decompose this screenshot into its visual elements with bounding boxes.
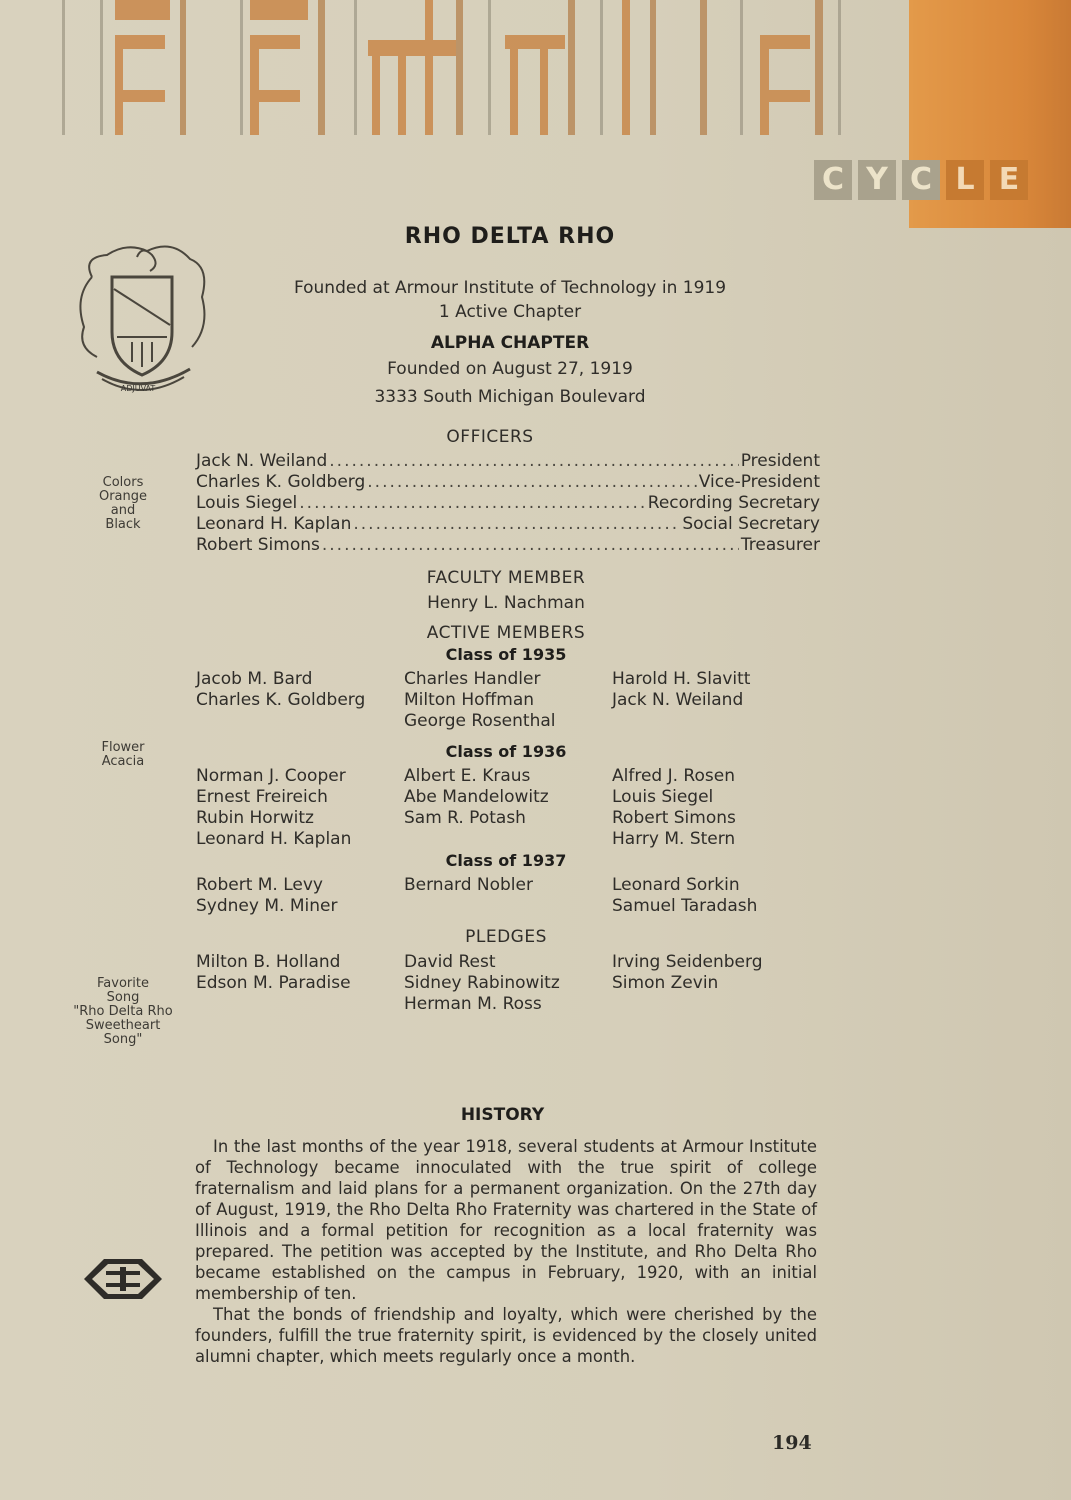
history-text <box>195 1136 817 1367</box>
flower-value: Acacia <box>101 754 145 769</box>
member-name: Samuel Taradash <box>612 896 758 916</box>
class-1937-col3 <box>612 875 757 917</box>
officer-role: President <box>740 451 820 471</box>
member-name: Harold H. Slavitt <box>612 669 751 689</box>
flower-label: Flower <box>101 740 145 755</box>
pledges-col2 <box>404 952 560 1015</box>
pledges-col3 <box>612 952 763 994</box>
member-name: Sydney M. Miner <box>196 896 338 916</box>
faculty-heading: FACULTY MEMBER <box>426 568 586 588</box>
officer-name: Louis Siegel <box>196 493 298 513</box>
song-label: Favorite <box>97 976 149 991</box>
class-1935-heading: Class of 1935 <box>445 645 567 664</box>
leader-dots <box>322 535 739 555</box>
officer-name: Jack N. Weiland <box>196 451 328 471</box>
member-name: Alfred J. Rosen <box>612 766 735 786</box>
chapter-founded-line: Founded on August 27, 1919 <box>387 359 633 379</box>
pledge-name: Irving Seidenberg <box>612 952 763 972</box>
class-1935-col3 <box>612 669 750 711</box>
member-name: Norman J. Cooper <box>196 766 346 786</box>
cycle-letter: E <box>990 160 1028 200</box>
colors-line: and <box>110 503 136 518</box>
chapter-name: ALPHA CHAPTER <box>430 333 590 353</box>
class-1937-heading: Class of 1937 <box>445 851 567 870</box>
member-name: Harry M. Stern <box>612 829 736 849</box>
officer-role: Recording Secretary <box>647 493 820 513</box>
fraternity-badge-icon <box>82 1255 164 1303</box>
member-name: Charles Handler <box>404 669 541 689</box>
member-name: Sam R. Potash <box>404 808 526 828</box>
pledge-name: Simon Zevin <box>612 973 719 993</box>
member-name: Bernard Nobler <box>404 875 533 895</box>
page-title: RHO DELTA RHO <box>404 224 616 249</box>
song-line: Sweetheart <box>85 1018 161 1033</box>
member-name: Jack N. Weiland <box>612 690 744 710</box>
cycle-logo <box>814 158 1062 202</box>
page-number: 194 <box>772 1432 812 1454</box>
address-line: 3333 South Michigan Boulevard <box>374 387 646 407</box>
member-name: Rubin Horwitz <box>196 808 314 828</box>
pledge-name: Milton B. Holland <box>196 952 341 972</box>
officer-name: Charles K. Goldberg <box>196 472 366 492</box>
class-1937-col1 <box>196 875 337 917</box>
class-1936-col3 <box>612 766 736 850</box>
pledge-name: Sidney Rabinowitz <box>404 973 560 993</box>
colors-line: Orange <box>98 489 148 504</box>
colors-line: Black <box>105 517 141 532</box>
cycle-letter: Y <box>858 160 896 200</box>
officer-row <box>196 514 820 536</box>
pledge-name: Edson M. Paradise <box>196 973 351 993</box>
officers-heading: OFFICERS <box>446 427 534 447</box>
pledge-name: Herman M. Ross <box>404 994 542 1014</box>
officer-role: Vice-President <box>698 472 820 492</box>
member-name: Milton Hoffman <box>404 690 535 710</box>
faculty-member: Henry L. Nachman <box>427 593 585 613</box>
leader-dots <box>329 451 738 471</box>
colors-label: Colors <box>102 475 144 490</box>
cycle-letter: C <box>902 160 940 200</box>
member-name: Leonard H. Kaplan <box>196 829 352 849</box>
song-note <box>72 977 174 1047</box>
member-name: Robert Simons <box>612 808 736 828</box>
member-name: George Rosenthal <box>404 711 556 731</box>
member-name: Robert M. Levy <box>196 875 323 895</box>
member-name: Ernest Freireich <box>196 787 328 807</box>
class-1935-col2 <box>404 669 556 732</box>
active-members-heading: ACTIVE MEMBERS <box>426 623 586 643</box>
class-1936-heading: Class of 1936 <box>445 742 567 761</box>
crest-motto: ADJUVAT <box>120 384 156 393</box>
founded-line: Founded at Armour Institute of Technology in 1919 <box>293 278 727 298</box>
leader-dots <box>299 493 645 513</box>
song-line: "Rho Delta Rho <box>73 1004 173 1019</box>
cycle-letter: L <box>946 160 984 200</box>
officer-role: Treasurer <box>740 535 820 555</box>
member-name: Louis Siegel <box>612 787 714 807</box>
cycle-letter: C <box>814 160 852 200</box>
member-name: Leonard Sorkin <box>612 875 740 895</box>
pledges-heading: PLEDGES <box>465 927 547 947</box>
class-1937-col2 <box>404 875 533 896</box>
officer-role: Social Secretary <box>682 514 820 534</box>
officer-row <box>196 451 820 473</box>
officer-name: Robert Simons <box>196 535 320 555</box>
class-1935-col1 <box>196 669 365 711</box>
pledges-col1 <box>196 952 351 994</box>
member-name: Albert E. Kraus <box>404 766 531 786</box>
pledge-name: David Rest <box>404 952 496 972</box>
song-line: Song" <box>103 1032 143 1047</box>
flower-note <box>72 741 174 769</box>
song-line: Song <box>106 990 140 1005</box>
officer-row <box>196 535 820 557</box>
leader-dots <box>353 514 680 534</box>
history-paragraph: In the last months of the year 1918, several students at Armour Institute of Technology became innoculated with the true spirit of college fraternalism and laid plans for a permanent organization. On the 27th day of August, 1919, the Rho Delta Rho Fraternity was chartered in the State of Illinois and a formal petition for recognition as a local fraternity was prepared. The petition was accepted by the Institute, and Rho Delta Rho became established on the campus in February, 1920, with an initial membership of ten. <box>195 1137 817 1303</box>
class-1936-col2 <box>404 766 549 829</box>
officer-name: Leonard H. Kaplan <box>196 514 352 534</box>
leader-dots <box>367 472 697 492</box>
officer-row <box>196 493 820 515</box>
member-name: Jacob M. Bard <box>196 669 313 689</box>
colors-note <box>72 476 174 532</box>
member-name: Abe Mandelowitz <box>404 787 549 807</box>
member-name: Charles K. Goldberg <box>196 690 366 710</box>
history-paragraph: That the bonds of friendship and loyalty, which were cherished by the founders, fulfill the true fraternity spirit, is evidenced by the closely united alumni chapter, which meets regularly once a month. <box>195 1305 817 1366</box>
history-heading: HISTORY <box>460 1105 545 1125</box>
class-1936-col1 <box>196 766 351 850</box>
chapters-line: 1 Active Chapter <box>438 302 582 322</box>
officer-row <box>196 472 820 494</box>
